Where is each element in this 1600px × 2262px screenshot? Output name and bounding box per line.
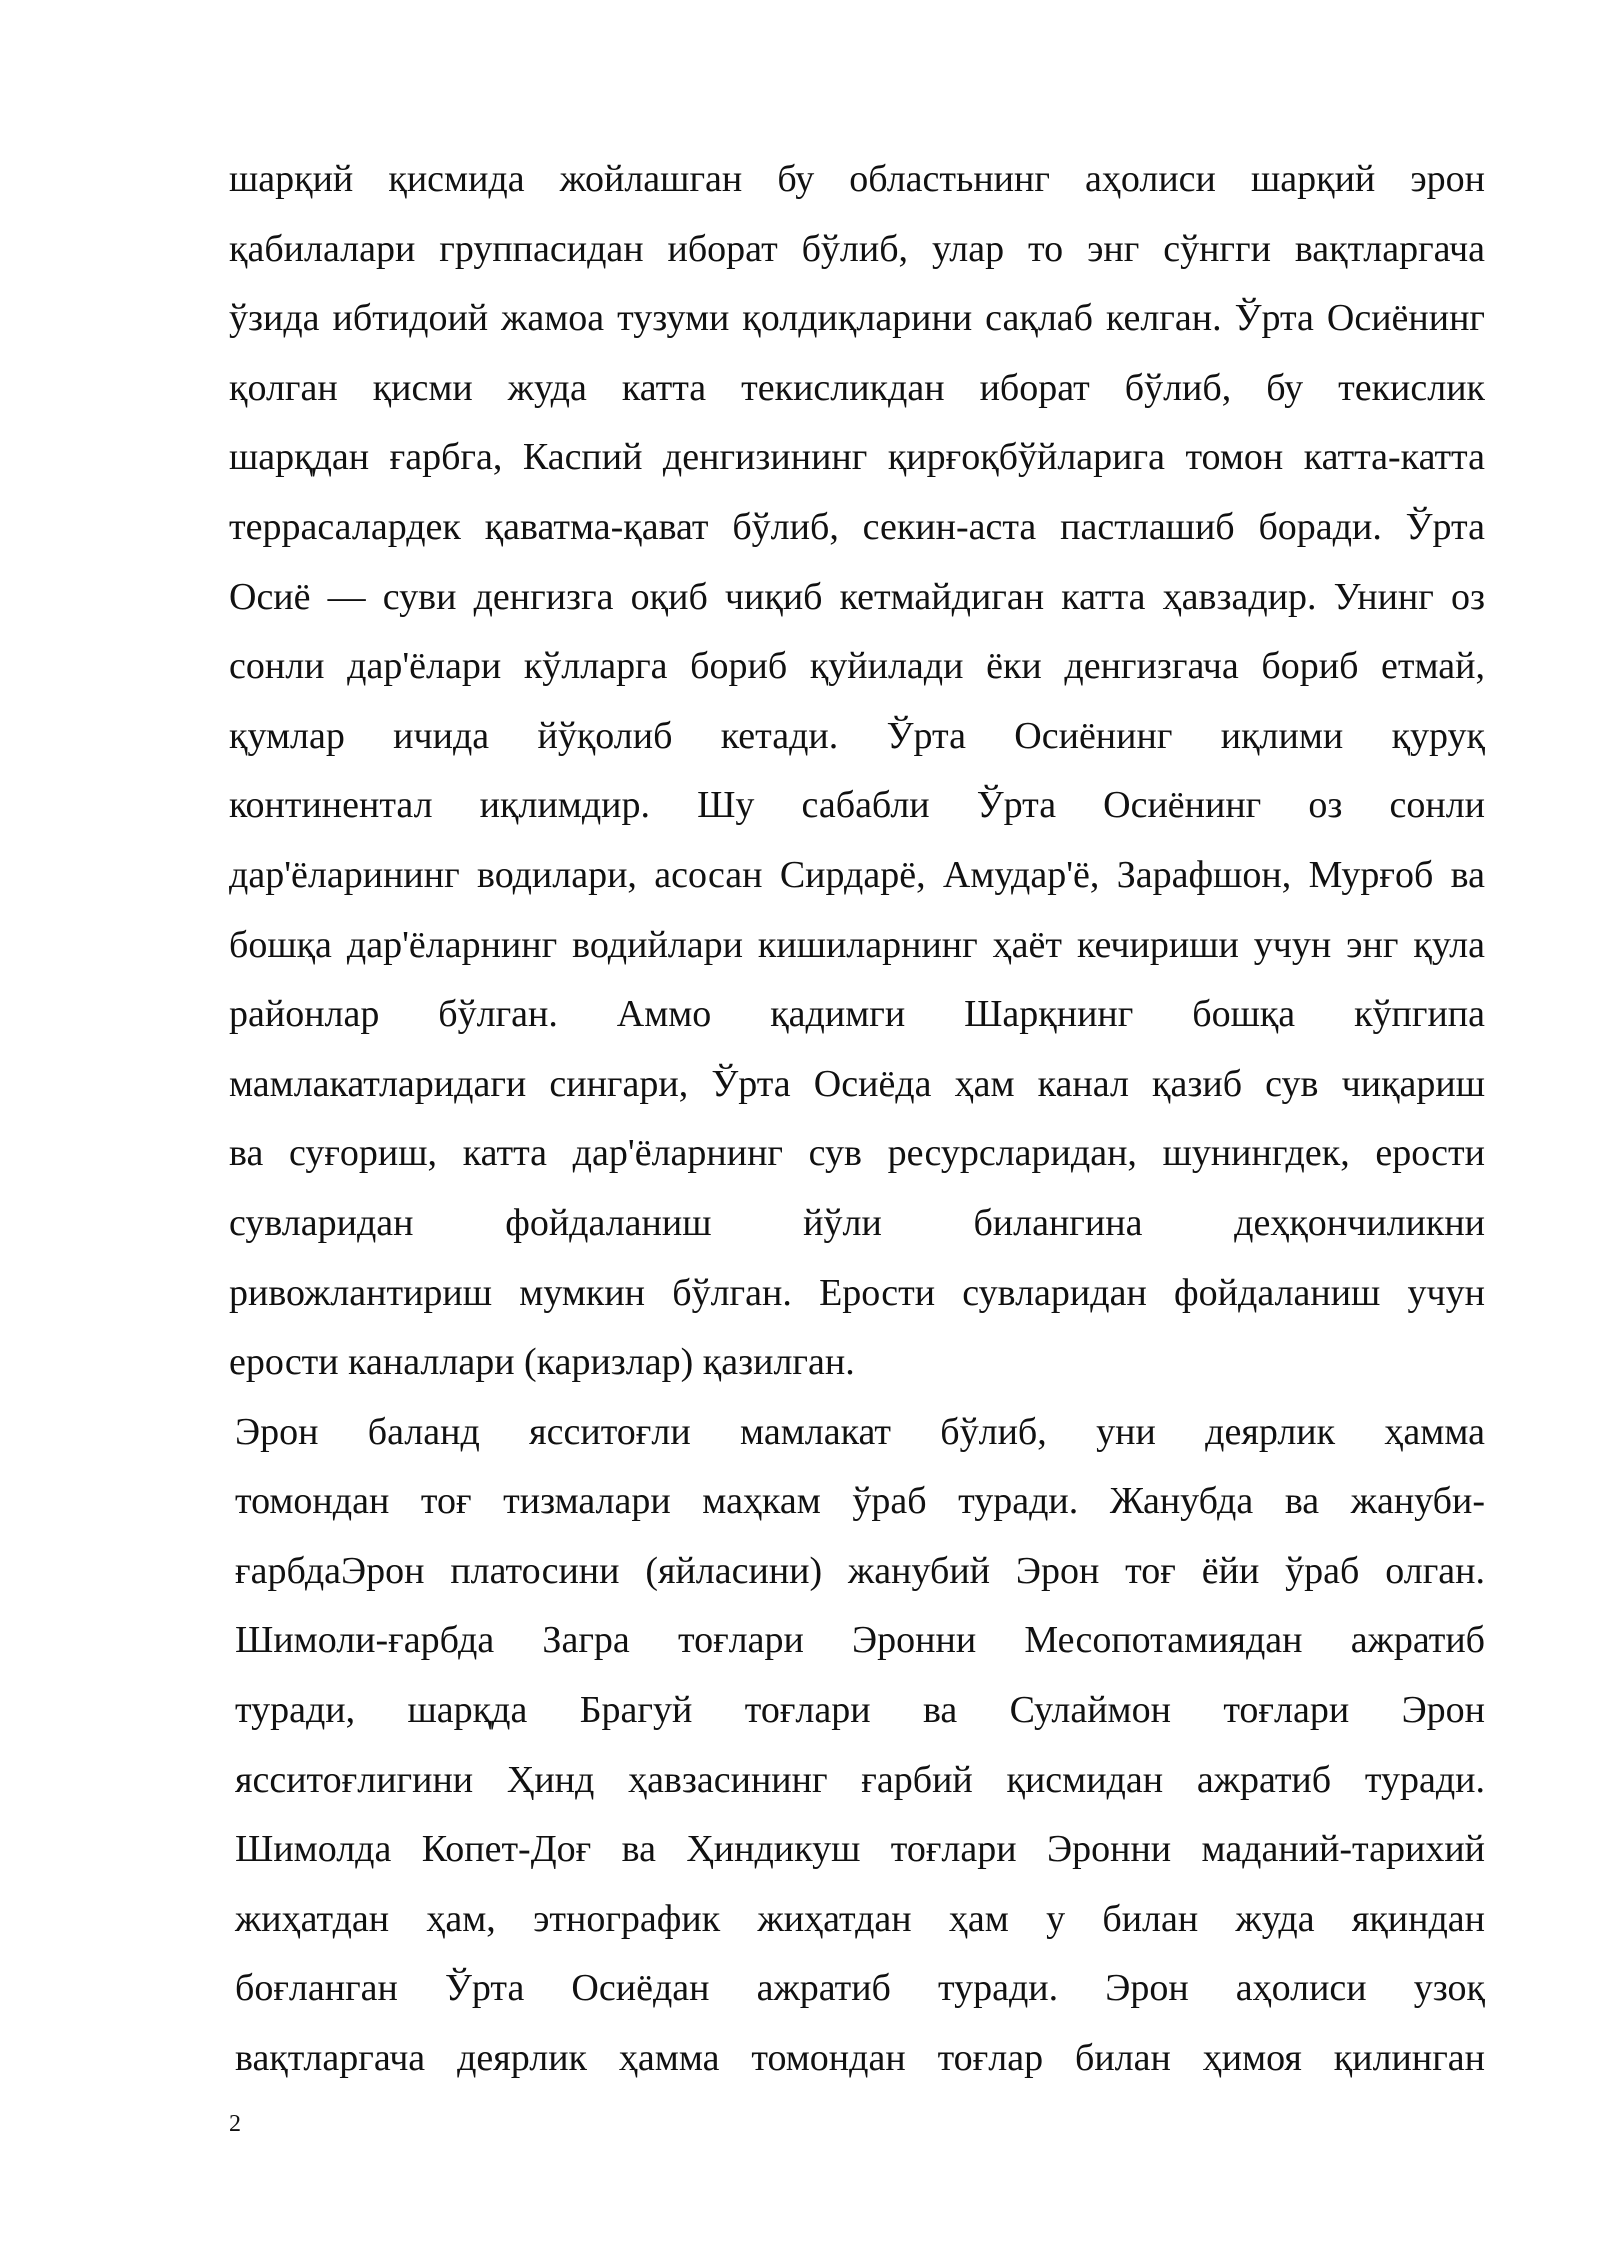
text-line: ясситоғлигини Ҳинд ҳавзасининг ғарбий қисмидан ажратиб туради. xyxy=(235,1758,1485,1801)
text-line: шарқдан ғарбга, Каспий денгизининг қирғоқбўйларига томон катта-катта xyxy=(229,436,1485,479)
text-line: қолган қисми жуда катта текисликдан иборат бўлиб, бу текислик xyxy=(229,366,1485,409)
text-line: Осиё — суви денгизга оқиб чиқиб кетмайдиган катта ҳавзадир. Унинг оз xyxy=(229,575,1485,618)
text-line: мамлакатларидаги сингари, Ўрта Осиёда ҳам канал қазиб сув чиқариш xyxy=(229,1062,1485,1105)
text-line: қумлар ичида йўқолиб кетади. Ўрта Осиёнинг иқлими қуруқ xyxy=(229,714,1485,757)
text-line: сонли дар'ёлари кўлларга бориб қуйилади ёки денгизгача бориб етмай, xyxy=(229,645,1485,688)
body-text xyxy=(229,145,1485,2094)
text-line: ривожлантириш мумкин бўлган. Ерости сувларидан фойдаланиш учун xyxy=(229,1271,1485,1314)
text-line: ва суғориш, катта дар'ёларнинг сув ресурсларидан, шунингдек, ерости xyxy=(229,1132,1485,1175)
text-line: ерости каналлари (каризлар) қазилган. xyxy=(229,1341,855,1384)
text-line: ўзида ибтидоий жамоа тузуми қолдиқларини сақлаб келган. Ўрта Осиёнинг xyxy=(229,297,1485,340)
text-line: сувларидан фойдаланиш йўли билангина деҳқончиликни xyxy=(229,1201,1485,1244)
text-line: туради, шарқда Брагуй тоғлари ва Сулаймон тоғлари Эрон xyxy=(235,1689,1485,1732)
text-line: ғарбдаЭрон платосини (яйласини) жанубий Эрон тоғ ёйи ўраб олган. xyxy=(235,1549,1485,1592)
paragraph-2 xyxy=(229,1398,1485,2094)
text-line: вақтларгача деярлик ҳамма томондан тоғлар билан ҳимоя қилинган xyxy=(235,2037,1485,2080)
text-line: террасалардек қаватма-қават бўлиб, секин-аста пастлашиб боради. Ўрта xyxy=(229,505,1485,548)
page-number: 2 xyxy=(229,2111,241,2137)
text-line: жиҳатдан ҳам, этнографик жиҳатдан ҳам у билан жуда яқиндан xyxy=(235,1897,1485,1940)
text-line: шарқий қисмида жойлашган бу областьнинг аҳолиси шарқий эрон xyxy=(229,158,1485,200)
text-line: Шимолда Копет-Доғ ва Ҳиндикуш тоғлари Эронни маданий-тарихий xyxy=(235,1828,1485,1871)
text-line: томондан тоғ тизмалари маҳкам ўраб туради. Жанубда ва жануби- xyxy=(235,1480,1485,1523)
paragraph-1 xyxy=(229,145,1485,1398)
text-line: бошқа дар'ёларнинг водийлари кишиларнинг ҳаёт кечириши учун энг қула xyxy=(229,923,1485,966)
text-line: Эрон баланд ясситоғли мамлакат бўлиб, уни деярлик ҳамма xyxy=(235,1410,1485,1453)
text-line: континентал иқлимдир. Шу сабабли Ўрта Осиёнинг оз сонли xyxy=(229,784,1485,827)
text-line: районлар бўлган. Аммо қадимги Шарқнинг бошқа кўпгипа xyxy=(229,993,1485,1036)
text-line: боғланган Ўрта Осиёдан ажратиб туради. Эрон аҳолиси узоқ xyxy=(235,1967,1485,2010)
text-line: Шимоли-ғарбда Загра тоғлари Эронни Месопотамиядан ажратиб xyxy=(235,1619,1485,1662)
text-line: қабилалари группасидан иборат бўлиб, улар то энг сўнгги вақтларгача xyxy=(229,227,1485,270)
text-line: дар'ёларининг водилари, асосан Сирдарё, Амудар'ё, Зарафшон, Мурғоб ва xyxy=(229,853,1485,896)
